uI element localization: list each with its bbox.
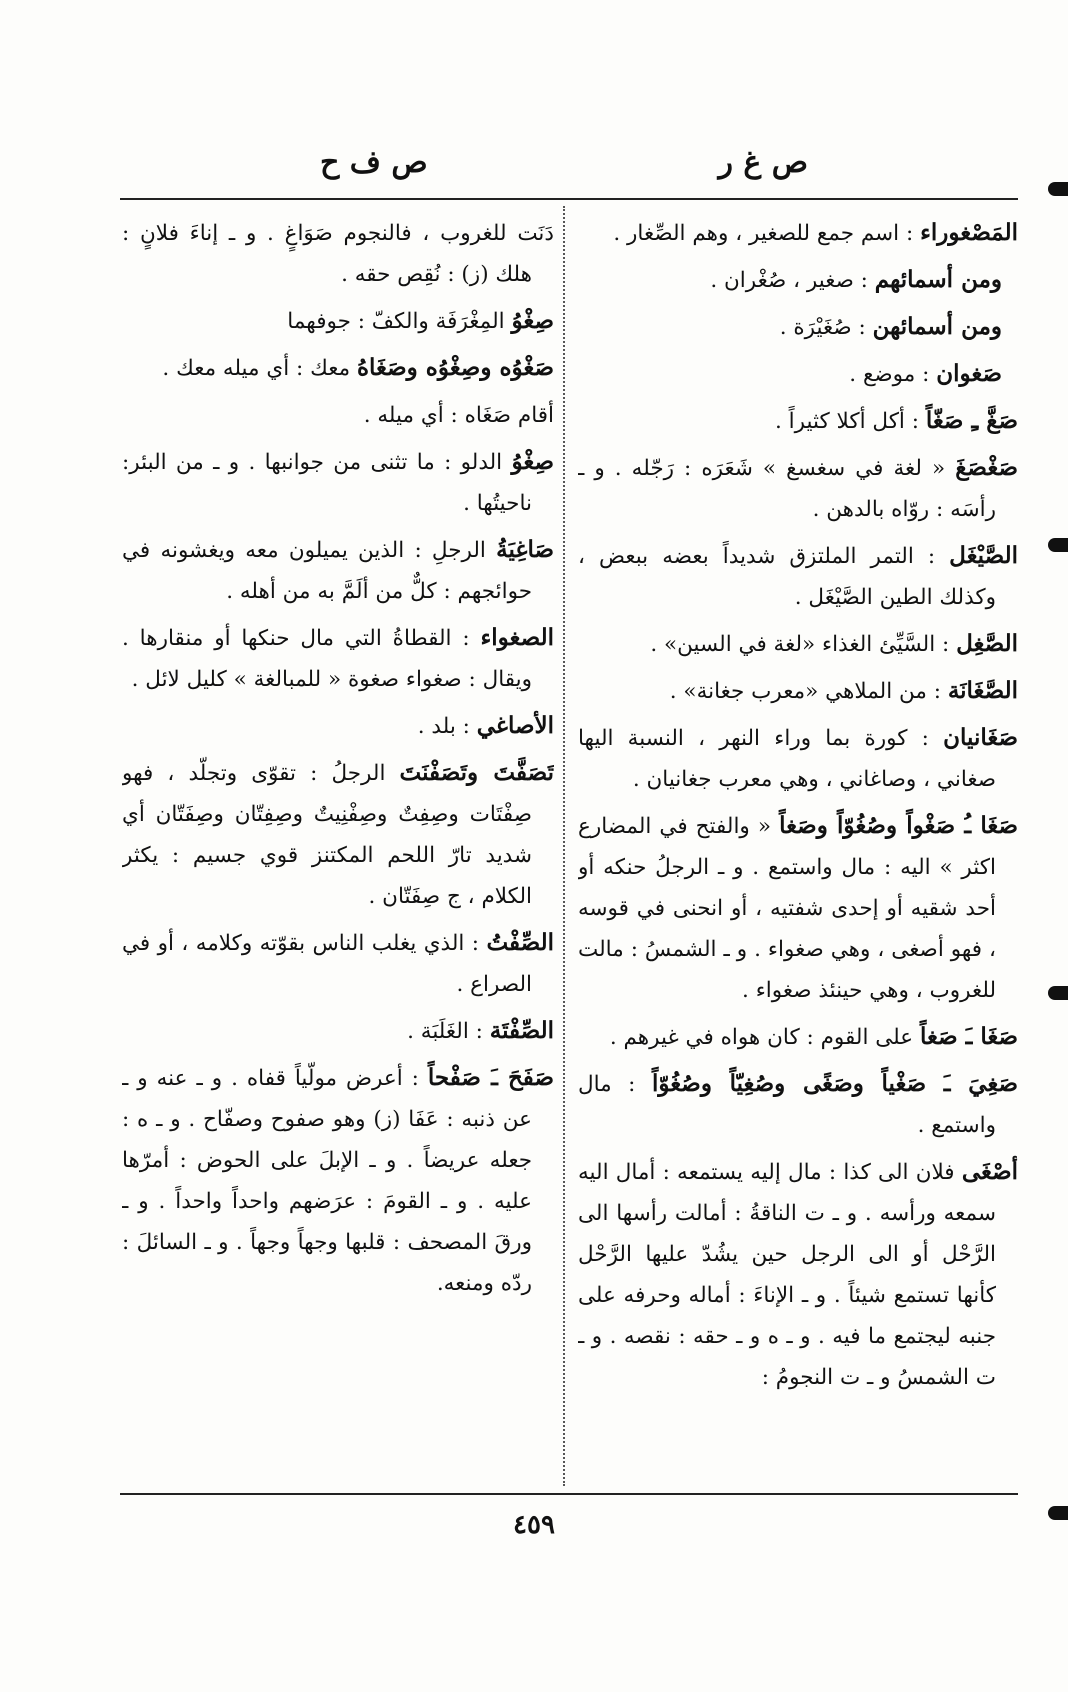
headword: صَغوان: [936, 360, 1002, 387]
headword: الصَّغَانَة: [947, 677, 1018, 704]
definition: معك : أي ميله معك .: [162, 356, 351, 381]
headword: صَغَانيان: [943, 724, 1018, 751]
definition: فلان الى كذا : مال إليه يستمعه : أمال اليه سمعه ورأسه . و ـ ت الناقةُ : أمالت رأسها الى الرَّحْل أو الى الرجل حين يشُدّ عليها الرَّحْل كأنها تستمع شيئاً . و ـ الإناءَ : أماله وحرفه على جنبه ليجتمع ما فيه . و ـ ه و ـ حقه : نقصه . و ـ ت الشمسُ و ـ ت النجومُ :: [578, 1160, 996, 1390]
footer-rule: [120, 1493, 1018, 1495]
headword: صَغْوُه وصِغْوُه وصَغَاهُ: [356, 354, 554, 381]
definition: : القطاةُ التي مال حنكها أو منقارها . ويقال : صغواء صغوة « للمبالغة » كليل لائل .: [122, 626, 532, 692]
headword: صَفَحَ ـَ صَفْحاً: [427, 1064, 554, 1091]
dictionary-entry: [122, 1057, 554, 1304]
dictionary-entry: [122, 705, 554, 747]
dictionary-entry: [122, 347, 554, 389]
page-edge-mark: [1048, 986, 1068, 1000]
definition: : الغَلَبَة .: [407, 1019, 483, 1044]
page-number: ٤٥٩: [513, 1510, 555, 1540]
dictionary-entry: [122, 1010, 554, 1052]
dictionary-entry: [578, 1063, 1018, 1146]
definition: : الذي يغلب الناس بقوّته وكلامه ، أو في الصراع .: [122, 931, 532, 997]
left-column-heading: ص ف ح: [320, 145, 428, 180]
dictionary-entry: [578, 1016, 1018, 1058]
definition: الرجلِ : الذين يميلون معه ويغشونه في حوائجهم : كلٌّ من ألَمَّ به من أهله .: [122, 538, 532, 604]
headword: الصَّغِل: [956, 630, 1018, 657]
headword: ومن أسمائهم: [874, 266, 1002, 293]
headword: صَغَّ ـِ صَغّاً: [925, 407, 1018, 434]
definition: : السَّيِّئ الغذاء «لغة في السين» .: [650, 632, 950, 657]
column-divider: [563, 206, 565, 1486]
definition: الدلو : ما تثنى من جوانبها . و ـ من البئر: ناحيتُها .: [122, 450, 532, 516]
dictionary-entry: [122, 212, 554, 295]
definition: على القوم : كان هواه في غيرهم .: [609, 1025, 914, 1050]
dictionary-entry: [578, 623, 1018, 665]
definition: الرجلُ : تقوّى وتجلّد ، فهو صِفْتَات وصِفِتٌ وصِفْنِيتٌ وصِفِتّان وصِفَتّان أي شديد تارّ اللحم المكتنز قوي جسيم : يكثر الكلام ، ج صِفَتّان .: [122, 761, 532, 909]
dictionary-entry: [122, 300, 554, 342]
definition: دَنَت للغروب ، فالنجوم صَوَاغٍ . و ـ إناءَ فلانٍ : هلك (ز) : نُقِص حقه .: [122, 221, 554, 287]
dictionary-entry: [578, 717, 1018, 800]
headword: صَغَا ـَ صَغاً: [919, 1023, 1018, 1050]
headword: الصِّفْتُ: [486, 929, 554, 956]
definition: : اسم جمع للصغير ، وهم الصِّغار .: [613, 221, 914, 246]
definition: : من الملاهي «معرب جغانة» .: [669, 679, 941, 704]
definition: : كورة بما وراء النهر ، النسبة اليها صغاني ، وصاغاني ، وهي معرب جغانيان .: [578, 726, 996, 792]
headword: ومن أسمائهن: [872, 313, 1002, 340]
definition: « والفتح في المضارع اكثر » اليه : مال واستمع . و ـ الرجلُ حنكه أو أحد شقيه أو إحدى شفتيه ، أو انحنى في قوسه ، فهو أصغى ، وهي صغواء . و ـ الشمسُ : مالت للغروب ، وهي حينئذ صغواء .: [578, 814, 996, 1003]
headword: صَغْصَغَ: [955, 454, 1018, 481]
dictionary-entry: [578, 670, 1018, 712]
dictionary-entry: [578, 805, 1018, 1011]
dictionary-entry: [578, 447, 1018, 530]
dictionary-entry: [122, 394, 554, 436]
page-edge-mark: [1048, 538, 1068, 552]
dictionary-entry: [578, 353, 1018, 395]
right-column-heading: ص غ ر: [718, 145, 808, 180]
headword: صِغْوُ: [511, 307, 554, 334]
definition: : بلد .: [417, 714, 470, 739]
definition: : التمر الملتزق شديداً بعضه ببعض ، وكذلك الطين الصَّيْغَل .: [578, 544, 996, 610]
headword: الصغواء: [480, 624, 554, 651]
left-column: [122, 212, 554, 1487]
definition: : مال واستمع .: [578, 1072, 996, 1138]
headword: صِغْوُ: [511, 448, 554, 475]
headword: الصِّفْتَة: [489, 1017, 554, 1044]
headword: الصَّيْغَل: [949, 542, 1018, 569]
definition: : صغير ، صُغْران .: [710, 268, 868, 293]
right-column: [578, 212, 1018, 1487]
definition: : صُغَيْرَة .: [779, 315, 866, 340]
headword: تَصَفَّتَ وتَصَفْنَتَ: [399, 759, 554, 786]
dictionary-entry: [578, 535, 1018, 618]
headword: صَغِيَ ـَ صَغْياً وصَغًى وصُغِيّاً وصُغُوّاً: [651, 1070, 1018, 1097]
headword: المَصْغوراء: [920, 219, 1018, 246]
definition: : أكل أكلا كثيراً .: [774, 409, 919, 434]
headword: صَغَا ـُ صَغْواً وصُغُوّاً وصَغاً: [779, 812, 1018, 839]
header-rule: [120, 198, 1018, 200]
definition: أقام صَغَاه : أي ميله .: [363, 403, 554, 428]
dictionary-entry: [122, 922, 554, 1005]
dictionary-entry: [122, 617, 554, 700]
headword: أصْغَى: [961, 1158, 1018, 1185]
definition: « لغة في سغسغ » شَعَرَه : رَجّله . و ـ رأسَه : روّاه بالدهن .: [578, 456, 996, 522]
running-header: [0, 145, 1068, 195]
dictionary-entry: [578, 259, 1018, 301]
dictionary-entry: [122, 529, 554, 612]
dictionary-entry: [578, 306, 1018, 348]
definition: : أعرض مولّياً قفاه . و ـ عنه و ـ عن ذنبه : عَفَا (ز) وهو صفوح وصفّاح . و ـ ه : جعله عريضاً . و ـ الإبلَ على الحوض : أمرّها عليه . و ـ القومَ : عرَضهم واحداً واحداً . و ـ ورقَ المصحف : قلبها وجهاً وجهاً . و ـ السائلَ : ردّه ومنعه.: [122, 1066, 532, 1296]
dictionary-entry: [578, 212, 1018, 254]
dictionary-entry: [122, 441, 554, 524]
dictionary-entry: [578, 400, 1018, 442]
definition: : موضع .: [849, 362, 930, 387]
headword: الأصاغي: [476, 712, 554, 739]
dictionary-entry: [122, 752, 554, 917]
headword: صَاغِيَةُ: [496, 536, 554, 563]
definition: المِغْرَفَة والكفّ : جوفهما: [287, 309, 505, 334]
dictionary-entry: [578, 1151, 1018, 1398]
